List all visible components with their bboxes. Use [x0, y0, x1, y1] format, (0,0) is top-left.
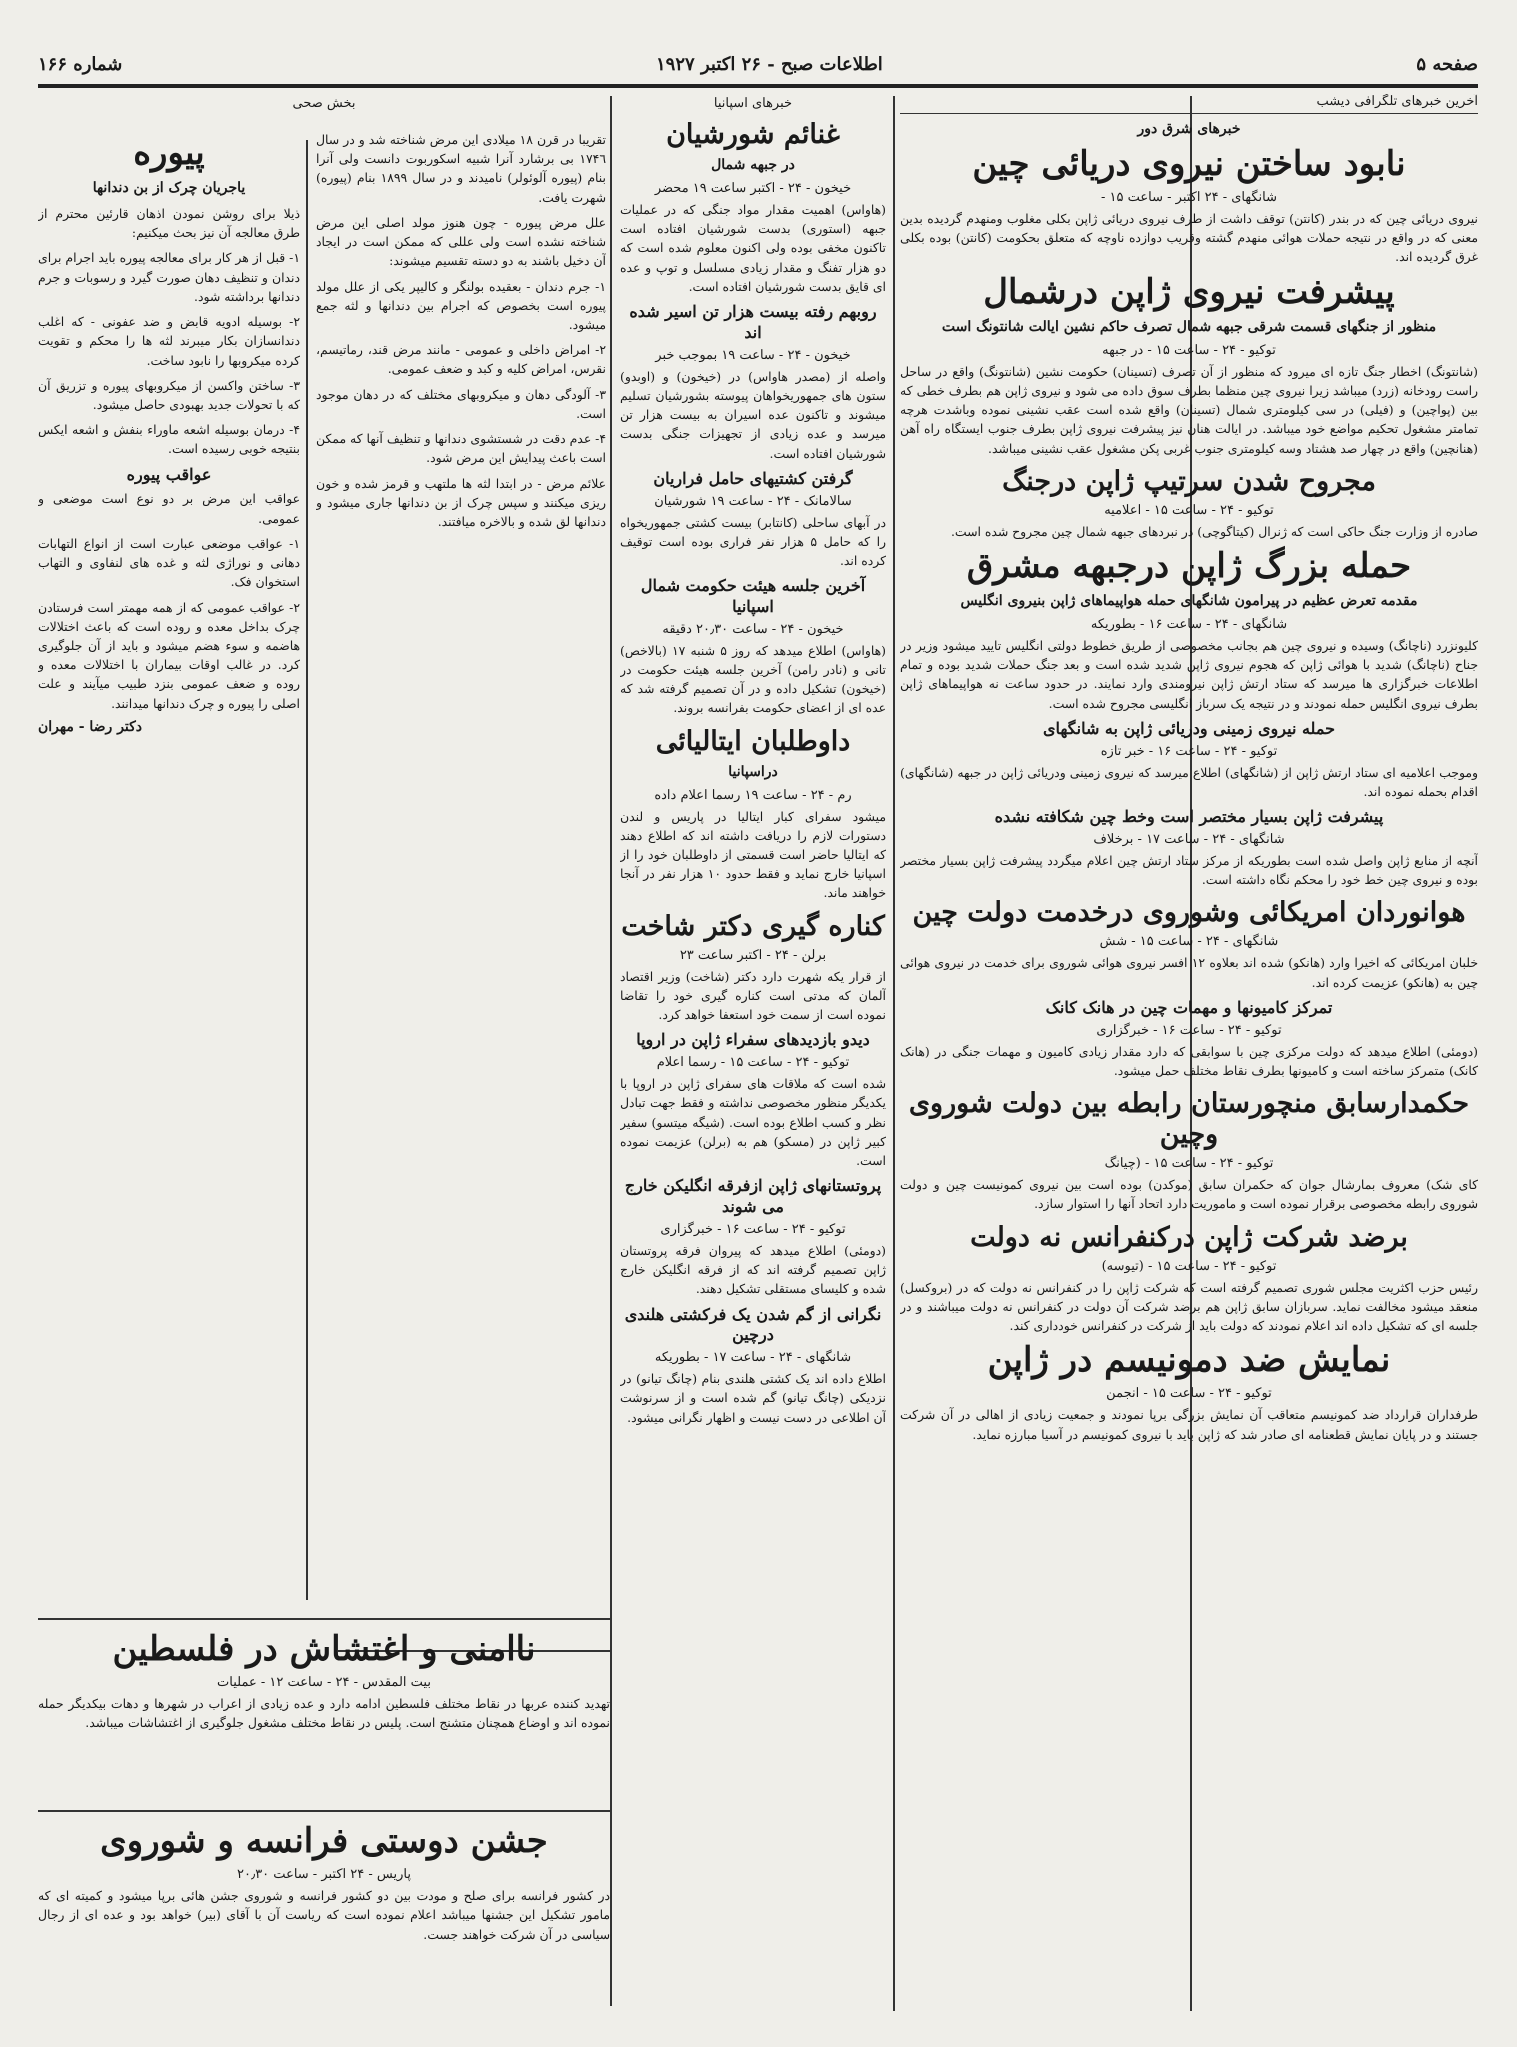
section-label: خبرهای اسپانیا — [713, 96, 793, 111]
dateline: شانگهای - ۲۴ - ساعت ۱۷ - برخلاف — [1093, 831, 1285, 847]
headline: غنائم شورشیان — [666, 119, 840, 150]
article-text: کای شک) معروف بمارشال جوان که حکمران سابق (موکدن) بوده است بین نیروی کمونیست چین و دولت شوروی رابطه مخصوصی برقرار نموده است و ماموریت دارد اتحاد آنها را استوار سازد. — [900, 1177, 1478, 1212]
headline: پیشرفت ژاپن بسیار مختصر است وخط چین شکافته نشده — [994, 807, 1384, 827]
dateline: توکیو - ۲۴ - ساعت ۱۵ - رسما اعلام — [656, 1055, 850, 1071]
article-text: عواقب این مرض بر دو نوع است موضعی و عمومی. — [38, 491, 300, 526]
article — [900, 807, 1478, 889]
article-text: از قرار یکه شهرت دارد دکتر (شاخت) وزیر اقتصاد آلمان که مدتی است کناره گیری خود را تقاضا نموده است از سمت خود استعفا خواهد کرد. — [620, 968, 886, 1023]
dateline: سالامانک - ۲۴ - ساعت ۱۹ شورشیان — [654, 493, 852, 509]
article — [620, 1305, 886, 1427]
left-column-label — [38, 94, 610, 134]
headline: عواقب پیوره — [126, 464, 212, 484]
author-signature: دکتر رضا - مهران — [38, 718, 143, 735]
headline: نگرانی از گم شدن یک فرکشتی هلندی درچین — [624, 1304, 882, 1345]
article-text: ۲- امراض داخلی و عمومی - مانند مرض قند، رماتیسم، نقرس، امراض کلیه و کبد و ضعف عمومی. — [316, 342, 606, 377]
dateline: شانگهای - ۲۴ - ساعت ۱۷ - بطوریکه — [654, 1350, 852, 1366]
middle-column — [620, 94, 886, 1994]
dateline: خیخون - ۲۴ - اکتبر ساعت ۱۹ محضر — [654, 180, 852, 196]
article-text: آنچه از منابع ژاپن واصل شده است بطوریکه از مرکز ستاد ارتش چین اعلام میگردد پیشرفت ژاپن بسیار مختصر بوده و نیروی چین خط خود را محکم نگاه داشته است. — [900, 852, 1478, 888]
headline: مجروح شدن سرتیپ ژاپن درجنگ — [1002, 465, 1376, 497]
column-divider — [893, 96, 895, 2011]
headline: پروتستانهای ژاپن ازفرقه انگلیکن خارج می شوند — [624, 1176, 882, 1217]
dateline: توکیو - ۲۴ - ساعت ۱۵ - (تیوسه) — [1101, 1258, 1277, 1274]
article-text: (هاواس) اطلاع میدهد که روز ۵ شنبه ۱۷ (بالاخص) تانی و (نادر رامن) آخرین جلسه هیئت حکومت در (خیخون) تشکیل داده و در آن تصمیم گرفته شد که عده ای از اعضای حکومت بفرانسه بروند. — [620, 642, 886, 716]
dateline: توکیو - ۲۴ - ساعت ۱۵ - در جبهه — [1102, 342, 1276, 358]
headline: داوطلبان ایتالیائی — [655, 725, 851, 757]
column-divider — [610, 96, 612, 2006]
bottom-article-palestine — [38, 1626, 610, 1806]
article-text: کلیونزرد (ناچانگ) وسیده و نیروی چین هم بجانب مخصوصی از طریق خطوط دولتی انگلیس تایید میشود وزیر در جناح (ناچانگ) شدید با هوائی ژاپن که هجوم نیروی ژاپن شدید شده است و بعد جنگ حملات شدید بوده و تمام اطلاعات خبرگزاری ها میرسد که ستاد ارتش ژاپن نیرومندی وارد نمایند. در حدود ساعت نه هواپیماهای ژاپن بطرف نیروی انگلیس حمله نمودند و در نتیجه یک سرباز انگلیسی مجروح شده است. — [900, 637, 1478, 711]
article-text: وموجب اعلامیه ای ستاد ارتش ژاپن از (شانگهای) اطلاع میرسد که نیروی زمینی ودریائی ژاپن در جبهه (شانگهای) اقدام بحمله نموده اند. — [900, 764, 1478, 799]
headline: هوانوردان امریکائی وشوروی درخدمت دولت چین — [912, 897, 1466, 929]
article — [620, 1030, 886, 1170]
article-text: ۴- درمان بوسیله اشعه ماوراء بنفش و اشعه ایکس بنتیجه خوبی رسیده است. — [38, 422, 300, 457]
article — [900, 998, 1478, 1080]
headline: حمله نیروی زمینی ودریائی ژاپن به شانگهای — [1043, 718, 1335, 738]
dateline: شانگهای - ۲۴ - ساعت ۱۶ - بطوریکه — [1090, 616, 1288, 632]
article — [900, 897, 1478, 991]
article-text: تقریبا در قرن ۱۸ میلادی این مرض شناخته شد و در سال ۱۷۴٦ بی برشارد آنرا شبیه اسکوربوت دانست ولی آنرا بنام (پیوره آلوئولر) نامیدند و در سال ۱۸۹۹ بنام (پیوره) شهرت یافت. — [316, 132, 606, 205]
headline: آخرین جلسه هیئت حکومت شمال اسپانیا — [640, 576, 866, 616]
section-divider — [38, 1618, 610, 1620]
article-text: اطلاع داده اند یک کشتی هلندی بنام (چانگ تیانو) در نزدیکی (چانگ تیانو) گم شده است و از سرنوشت آن اطلاعی در دست نیست و اظهار نگرانی میشود. — [620, 1371, 886, 1425]
article — [620, 119, 886, 296]
headline: تمرکز کامیونها و مهمات چین در هانک کانک — [1045, 997, 1333, 1017]
headline: نمایش ضد دمونیسم در ژاپن — [987, 1340, 1391, 1381]
headline: ناامنی و اغتشاش در فلسطین — [112, 1629, 536, 1669]
article-text: میشود سفرای کبار ایتالیا در پاریس و لندن دستورات لازم را دریافت داشته اند که اطلاع دهند که ایتالیا حاضر است قسمتی از داوطلبان خود را از اسپانیا خارج نماید و فقط حدود ۱۰ هزار نفر در آنجا خواهند ماند. — [620, 808, 886, 901]
article — [620, 469, 886, 570]
masthead — [38, 50, 1478, 78]
article — [900, 466, 1478, 541]
article-text: خلبان امریکائی که اخیرا وارد (هانکو) شده اند بعلاوه ۱۲ افسر نیروی هوائی شوروی برای خدمت در نیروی هوائی چین به (هانکو) عزیمت کرده اند. — [900, 955, 1478, 990]
health-column-right — [316, 130, 606, 1610]
article-text: ۲- عواقب عمومی که از همه مهمتر است فرستادن چرک بداخل معده و روده است که باعث اختلالات هاضمه و سوء هضم میشود و باید از آن جلوگیری کرد. در غالب اوقات بیماران با اختلالات معده و روده و ضعف عمومی بنزد طبیب میآیند و علت اصلی را پیوره و چرک دندانها میدانند. — [38, 599, 300, 711]
article-text: ۲- بوسیله ادویه قابض و ضد عفونی - که اغلب دندانسازان بکار میبرند لثه ها را محکم و تقویت کرده میکروبها را نابود ساخت. — [38, 314, 300, 368]
article-text: ۳- آلودگی دهان و میکروبهای مختلف که در دهان موجود است. — [316, 386, 606, 421]
issue-number: شماره ۱۶۶ — [38, 53, 123, 75]
article — [900, 145, 1478, 267]
article — [620, 1176, 886, 1298]
article — [900, 273, 1478, 458]
article-text: رئیس حزب اکثریت مجلس شوری تصمیم گرفته است که شرکت ژاپن را در کنفرانس نه دولت که در (بروکسل) منعقد میشود مخالفت نماید. سربازان سابق ژاپن هم برضد شرکت آن دولت در کنفرانس نه دولت میباشند و در جلسه ای که تشکیل داده اند اعلام نمودند که دولت باید از شرکت در کنفرانس خودداری کند. — [900, 1279, 1478, 1334]
dateline: توکیو - ۲۴ - ساعت ۱۵ - (چیانگ — [1104, 1156, 1274, 1172]
article — [900, 1088, 1478, 1214]
dateline: پاریس - ۲۴ اکتبر - ساعت ۲۰٫۳۰ — [237, 1867, 411, 1883]
article — [900, 547, 1478, 713]
article-text: تهدید کننده عربها در نقاط مختلف فلسطین ادامه دارد و عده زیادی از اعراب در شهرها و دهات بیکدیگر حمله نموده اند و اوضاع همچنان متشنج است. پلیس در نقاط مختلف مشغول جلوگیری از اغتشاشات میباشد. — [38, 1696, 610, 1731]
masthead-rule — [38, 84, 1478, 88]
headline: گرفتن کشتیهای حامل فراریان — [653, 468, 853, 488]
subsection-title: خبرهای شرق دور — [1137, 121, 1241, 137]
page-number: صفحه ۵ — [1416, 53, 1478, 75]
dateline: رم - ۲۴ - ساعت ۱۹ رسما اعلام داده — [654, 787, 852, 803]
dateline: شانگهای - ۲۴ اکتبر - ساعت ۱۵ - — [1100, 189, 1278, 205]
dateline: خیخون - ۲۴ - ساعت ۱۹ بموجب خبر — [655, 347, 851, 363]
article-text: (شانتونگ) اخطار جنگ تازه ای میرود که منظور از آن تصرف (تسینان) حکومت نشین (شانتونگ) واقع در ساحل راست رودخانه (زرد) میباشد زیرا نیروی چین منظما بطرف سوق داده می شود و نیروی ژاپن هم بطرف خطی که بین (پواچین) و (فیلی) در سی کیلومتری شمال (تسینان) واقع شده است عقب نشینی نموده وباشدت هرچه تمامتر مشغول تحکیم مواضع خود میباشد. در ایالت هنان نیز پیشرفت نیروی ژاپن بطرف جنوب ایستگاه راه آهن (هنانچین) واقع در چهار صد هشتاد وسه کیلومتری جنوب غربی پکن مشغول عقب نشینی میباشد. — [900, 363, 1478, 456]
section-divider — [38, 1810, 610, 1812]
newspaper-page — [38, 50, 1478, 2025]
article-text: واصله از (مصدر هاواس) در (خیخون) و (اوبدو) ستون های جمهوریخواهان پیوسته بشورشیان تسلیم میشوند و تاکنون عده اسیران به بیست هزار تن میرسد و عده زیادی از تجهیزات جنگی بدست شورشیان افتاده است. — [620, 368, 886, 461]
dateline: خیخون - ۲۴ - ساعت ۲۰٫۳۰ دقیقه — [662, 621, 844, 637]
article-text: علائم مرض - در ابتدا لثه ها ملتهب و قرمز شده و خون ریزی میکنند و سپس چرک از بن دندانها جاری میشود و دندانها لق شده و بالاخره میافتند. — [316, 475, 606, 529]
article-text: ۴- عدم دقت در شستشوی دندانها و تنظیف آنها که ممکن است باعث پیدایش این مرض شود. — [316, 431, 606, 466]
article — [900, 1222, 1478, 1336]
headline: دیدو بازدیدهای سفراء ژاپن در اروپا — [636, 1030, 870, 1050]
article-text: (هاواس) اهمیت مقدار مواد جنگی که در عملیات جبهه (استوری) بدست شورشیان افتاده است تاکنون مخفی بوده ولی اکنون معلوم شده است که دو هزار تفنگ و مقدار زیادی مسلسل و توپ و عده ای قایق بدست شورشیان افتاده است. — [620, 201, 886, 294]
dateline: بیت المقدس - ۲۴ - ساعت ۱۲ - عملیات — [217, 1675, 431, 1691]
health-column-left — [38, 130, 300, 1610]
section-label: بخش صحی — [292, 96, 356, 111]
subheadline: مقدمه تعرض عظیم در پیرامون شانگهای حمله هواپیماهای ژاپن بنیروی انگلیس — [960, 593, 1418, 610]
dateline: برلن - ۲۴ - اکتبر ساعت ۲۳ — [679, 947, 827, 963]
bottom-article-france-ussr — [38, 1818, 610, 2008]
headline: پیشرفت نیروی ژاپن درشمال — [983, 271, 1395, 312]
article-text: ۱- قبل از هر کار برای معالجه پیوره باید اجرام برای دندان و تنظیف دهان صورت گیرد و رسوبات و جرم دندانها برداشته شود. — [38, 250, 300, 304]
headline: حکمدارسابق منچورستان رابطه بین دولت شوروی وچین — [908, 1088, 1470, 1151]
subheadline: منظور از جنگهای قسمت شرقی جبهه شمال تصرف حاکم نشین ایالت شانتونگ است — [941, 318, 1437, 335]
section-label: آخرین خبرهای تلگرافی دیشب — [900, 94, 1478, 114]
article-text: شده است که ملاقات های سفرای ژاپن در اروپا با یکدیگر منظور مخصوصی نداشته و فقط جهت تبادل نظر و کسب اطلاع بوده است. (شیگه میتسو) سفیر کبیر ژاپن در (مسکو) هم به (برلن) عزیمت نموده است. — [620, 1076, 886, 1169]
column-divider — [306, 140, 308, 1600]
dateline: توکیو - ۲۴ - ساعت ۱۶ - خبرگزاری — [660, 1221, 846, 1237]
dateline: توکیو - ۲۴ - ساعت ۱۶ - خبر تازه — [1100, 743, 1278, 759]
headline: پیوره — [133, 133, 205, 173]
right-column — [900, 94, 1478, 1994]
article-text: علل مرض پیوره - چون هنوز مولد اصلی این مرض شناخته نشده است ولی عللی که ممکن است در ایجاد آن دخیل باشند به دو دسته تقسیم میشوند: — [316, 214, 606, 269]
article-text: صادره از وزارت جنگ حاکی است که ژنرال (کیتاگوچی) در نبردهای جبهه شمال چین مجروح شده است. — [950, 523, 1478, 539]
paper-date: اطلاعات صبح - ۲۶ اکتبر ۱۹۲۷ — [656, 53, 883, 75]
dateline: توکیو - ۲۴ - ساعت ۱۶ - خبرگزاری — [1096, 1022, 1282, 1038]
article — [900, 719, 1478, 801]
article-text: نیروی دریائی چین که در بندر (کانتن) توقف داشت از طرف نیروی دریائی ژاپن بکلی مغلوب ومنهدم گردیده بدین معنی که در واقع در نتیجه حملات هوائی منهدم گشته وقریب دوازده ناوچه که متعلق بحکومت (کانتن) بوده بکلی غرق گردیده اند. — [900, 210, 1478, 265]
article-text: ۱- جرم دندان - بعقیده بولنگر و کالیپر یکی از علل مولد پیوره است بخصوص که اجرام بین دندانها و لثه جمع میشود. — [316, 278, 606, 332]
article-text: ۳- ساختن واکسن از میکروبهای پیوره و تزریق آن که با تحولات جدید بهبودی حاصل میشود. — [38, 377, 300, 412]
dateline: توکیو - ۲۴ - ساعت ۱۵ - اعلامیه — [1104, 502, 1274, 518]
article-text: (دومئی) اطلاع میدهد که پیروان فرقه پروتستان ژاپن تصمیم گرفته اند که از فرقه انگلیکن خارج شده و کلیسای مستقلی تشکیل دهند. — [620, 1242, 886, 1297]
article — [620, 726, 886, 903]
headline: حمله بزرگ ژاپن درجبهه مشرق — [966, 545, 1412, 586]
article-text: طرفداران قرارداد ضد کمونیسم متعاقب آن نمایش بزرگی برپا نمودند و جمعیت زیادی از اهالی در آن شرکت جستند و در پایان نمایش قطعنامه ای صادر شد که ژاپن باید با نیروی کمونیسم در آسیا مبارزه نماید. — [900, 1407, 1478, 1442]
headline: کناره گیری دکتر شاخت — [621, 910, 885, 942]
article — [620, 911, 886, 1025]
article-text: در آبهای ساحلی (کانتابر) بیست کشتی جمهوریخواه را که حامل ۵ هزار نفر فراری بوده است توقیف کرده اند. — [620, 514, 886, 568]
subheadline: دراسپانیا — [728, 763, 778, 780]
headline: نابود ساختن نیروی دریائی چین — [972, 143, 1406, 184]
dateline: شانگهای - ۲۴ - ساعت ۱۵ - شش — [1099, 934, 1279, 950]
headline: برضد شرکت ژاپن درکنفرانس نه دولت — [970, 1221, 1408, 1253]
article-text: ذیلا برای روشن نمودن اذهان قارئین محترم از طرق معالجه آن نیز بحث میکنیم: — [38, 205, 300, 241]
article-text: (دومئی) اطلاع میدهد که دولت مرکزی چین با سوابقی که دارد مقدار زیادی کامیون و مهمات جنگی در (هانک کانک) متمرکز ساخته است و کامیونها بطرف نقاط مختلف حمل میشود. — [900, 1043, 1478, 1078]
subheadline: یاجریان چرک از بن دندانها — [92, 180, 246, 197]
headline: جشن دوستی فرانسه و شوروی — [100, 1821, 548, 1861]
article-text: ۱- عواقب موضعی عبارت است از انواع التهابات دهانی و نوراژی لثه و غده های لنفاوی و التهاب استخوان فک. — [38, 535, 300, 590]
article — [620, 302, 886, 463]
article-text: در کشور فرانسه برای صلح و مودت بین دو کشور فرانسه و شوروی جشن هائی برپا میشود و کمیته ای که مامور تشکیل این جشنها میباشد اعلام نموده است که ریاست آن با آقای (بیر) خواهد بود و عده ای از رجال سیاسی در آن شرکت خواهند جست. — [38, 1888, 610, 1942]
dateline: توکیو - ۲۴ - ساعت ۱۵ - انجمن — [1106, 1386, 1272, 1402]
headline: روبهم رفته بیست هزار تن اسیر شده اند — [629, 302, 877, 342]
article — [620, 576, 886, 717]
subheadline: در جبهه شمال — [711, 157, 795, 174]
article — [900, 1341, 1478, 1444]
